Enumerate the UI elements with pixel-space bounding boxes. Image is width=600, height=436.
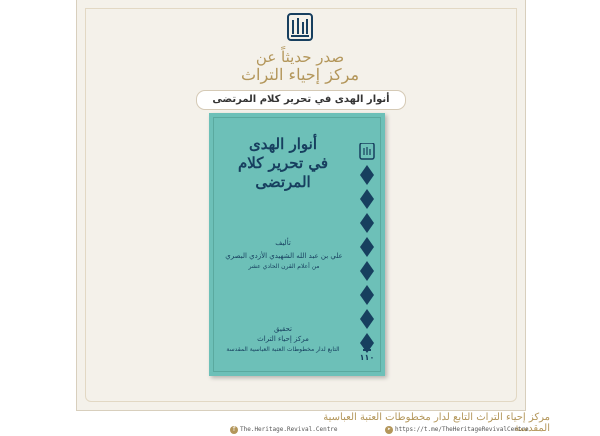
facebook-label: The.Heritage.Revival.Centre (240, 426, 338, 433)
editor-org: التابع لدار مخطوطات العتبة العباسية المقدسة (226, 346, 340, 353)
spine-ornament-icon (357, 143, 377, 365)
telegram-label: https://t.me/TheHeritageRevivalCentre (395, 426, 529, 433)
author-label: تأليف (275, 239, 291, 247)
telegram-icon: ➤ (385, 426, 393, 434)
announcement-line1: صدر حديثاً عن (255, 48, 345, 66)
footer-social-bar (230, 424, 550, 436)
announcement (150, 48, 450, 84)
book-cover (209, 113, 385, 376)
spine-number: ١١٠ (359, 353, 375, 362)
telegram-link[interactable] (385, 424, 529, 436)
facebook-icon: f (230, 426, 238, 434)
editor-name: مركز إحياء التراث (257, 335, 309, 343)
cover-title-line1: أنوار الهدى (249, 135, 317, 153)
author-note: من أعلام القرن الحادي عشر (248, 263, 320, 270)
footer-org-line: مركز إحياء التراث التابع لدار مخطوطات العتبة العباسية المقدسة (323, 412, 550, 434)
editor-label: تحقيق (274, 325, 292, 333)
facebook-link[interactable] (230, 424, 338, 436)
author-name: علي بن عبد الله الشهيدي الأزدي البصري (225, 252, 343, 260)
cover-title-line2: في تحرير كلام المرتضى (237, 154, 329, 191)
center-logo-icon (285, 10, 315, 44)
announcement-line2: مركز إحياء التراث (240, 65, 360, 84)
book-title-banner: أنوار الهدى في تحرير كلام المرتضى (196, 90, 406, 110)
cover-title (215, 135, 351, 192)
